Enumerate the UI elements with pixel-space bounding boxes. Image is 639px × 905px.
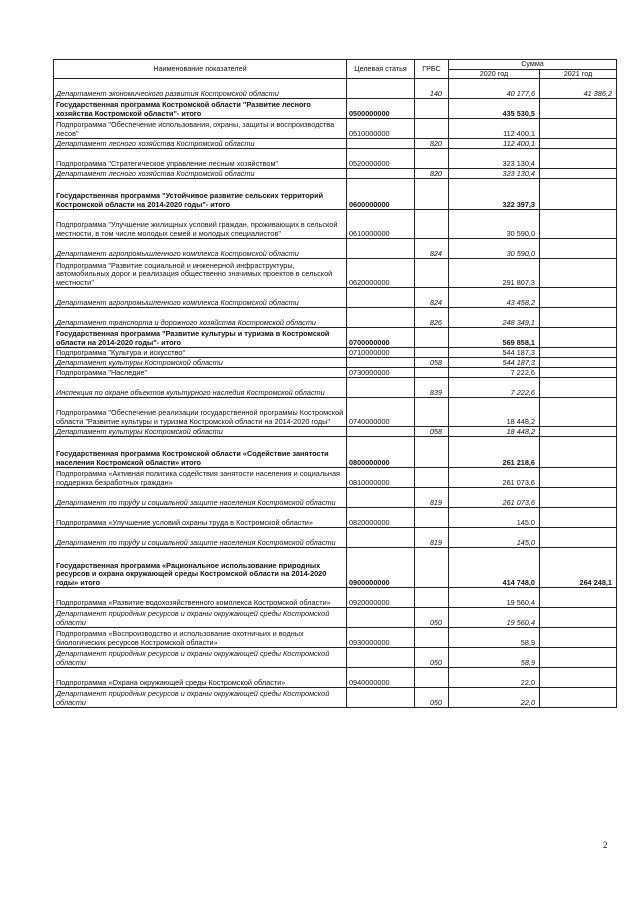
row-name: Государственная программа "Устойчивое развитие сельских территорий Костромской области на 2014-2020 годы"- итого xyxy=(54,179,347,210)
row-code: 0520000000 xyxy=(347,149,415,169)
table-row xyxy=(54,328,617,348)
row-code: 0920000000 xyxy=(347,588,415,608)
page-number: 2 xyxy=(603,840,608,850)
table-row xyxy=(54,79,617,99)
row-code xyxy=(347,427,415,437)
row-sum-2021: 41 386,2 xyxy=(540,79,617,99)
table-row xyxy=(54,378,617,398)
table-row xyxy=(54,528,617,548)
row-code xyxy=(347,308,415,328)
table-row xyxy=(54,688,617,708)
row-name: Подпрограмма "Развитие социальной и инженерной инфраструктуры, автомобильных дорог и реализация общественно значимых проектов в сельской местности" xyxy=(54,259,347,288)
table-row xyxy=(54,608,617,628)
table-row xyxy=(54,668,617,688)
row-name: Департамент лесного хозяйства Костромской области xyxy=(54,139,347,149)
row-name: Департамент по труду и социальной защите населения Костромской области xyxy=(54,488,347,508)
row-name: Подпрограмма «Улучшение условий охраны труда в Костромской области» xyxy=(54,508,347,528)
row-sum-2020: 19 560,4 xyxy=(449,588,540,608)
row-sum-2021 xyxy=(540,358,617,368)
row-sum-2020: 7 222,6 xyxy=(449,368,540,378)
row-sum-2021 xyxy=(540,348,617,358)
table-row xyxy=(54,288,617,308)
row-sum-2020: 435 530,5 xyxy=(449,99,540,119)
header-2020: 2020 год xyxy=(449,69,540,79)
row-sum-2020: 322 397,3 xyxy=(449,179,540,210)
row-sum-2020: 112 400,1 xyxy=(449,119,540,139)
row-name: Департамент агропромышленного комплекса Костромской области xyxy=(54,239,347,259)
row-grbs xyxy=(415,628,449,648)
table-row xyxy=(54,169,617,179)
header-sum: Сумма xyxy=(449,60,617,70)
row-code: 0600000000 xyxy=(347,179,415,210)
row-sum-2021 xyxy=(540,239,617,259)
table-row xyxy=(54,210,617,239)
row-grbs xyxy=(415,548,449,588)
row-grbs: 820 xyxy=(415,169,449,179)
row-grbs xyxy=(415,179,449,210)
row-grbs: 824 xyxy=(415,239,449,259)
row-code: 0940000000 xyxy=(347,668,415,688)
row-grbs: 819 xyxy=(415,528,449,548)
row-sum-2020: 30 590,0 xyxy=(449,210,540,239)
table-row xyxy=(54,628,617,648)
table-row xyxy=(54,508,617,528)
row-sum-2020: 291 807,3 xyxy=(449,259,540,288)
row-grbs: 839 xyxy=(415,378,449,398)
row-code: 0730000000 xyxy=(347,368,415,378)
row-sum-2021 xyxy=(540,328,617,348)
row-sum-2021 xyxy=(540,398,617,427)
row-name: Подпрограмма "Стратегическое управление лесным хозяйством" xyxy=(54,149,347,169)
budget-sheet xyxy=(53,59,617,708)
row-sum-2020: 414 748,0 xyxy=(449,548,540,588)
row-code: 0810000000 xyxy=(347,468,415,488)
row-sum-2020: 323 130,4 xyxy=(449,149,540,169)
row-code: 0710000000 xyxy=(347,348,415,358)
row-sum-2021 xyxy=(540,169,617,179)
row-code xyxy=(347,648,415,668)
row-sum-2021 xyxy=(540,210,617,239)
row-name: Государственная программа Костромской области "Развитие лесного хозяйства Костромской области"- итого xyxy=(54,99,347,119)
row-grbs xyxy=(415,119,449,139)
table-row xyxy=(54,468,617,488)
table-row xyxy=(54,149,617,169)
table-row xyxy=(54,548,617,588)
row-grbs xyxy=(415,149,449,169)
row-grbs: 050 xyxy=(415,648,449,668)
table-row xyxy=(54,368,617,378)
row-sum-2021 xyxy=(540,608,617,628)
row-code: 0700000000 xyxy=(347,328,415,348)
row-grbs xyxy=(415,259,449,288)
row-name: Подпрограмма "Культура и искусство" xyxy=(54,348,347,358)
row-sum-2020: 261 073,6 xyxy=(449,468,540,488)
row-sum-2021: 264 248,1 xyxy=(540,548,617,588)
row-sum-2021 xyxy=(540,628,617,648)
row-sum-2021 xyxy=(540,179,617,210)
row-grbs: 826 xyxy=(415,308,449,328)
row-sum-2021 xyxy=(540,427,617,437)
row-code xyxy=(347,288,415,308)
row-name: Подпрограмма "Обеспечение использования, охраны, защиты и воспроизводства лесов" xyxy=(54,119,347,139)
row-sum-2020: 22,0 xyxy=(449,688,540,708)
row-sum-2020: 18 448,2 xyxy=(449,427,540,437)
row-grbs: 058 xyxy=(415,427,449,437)
row-name: Инспекция по охране объектов культурного наследия Костромской области xyxy=(54,378,347,398)
row-sum-2020: 18 448,2 xyxy=(449,398,540,427)
row-code xyxy=(347,169,415,179)
row-name: Государственная программа «Рациональное использование природных ресурсов и охрана окружающей среды Костромской области на 2014-2020 годы» итого xyxy=(54,548,347,588)
table-row xyxy=(54,648,617,668)
row-code xyxy=(347,358,415,368)
row-name: Подпрограмма "Обеспечение реализации государственной программы Костромской области "Развитие культуры и туризма Костромской области на 2014-2020 годы" xyxy=(54,398,347,427)
row-grbs xyxy=(415,437,449,468)
table-row xyxy=(54,308,617,328)
row-sum-2021 xyxy=(540,99,617,119)
row-sum-2021 xyxy=(540,308,617,328)
row-name: Департамент по труду и социальной защите населения Костромской области xyxy=(54,528,347,548)
row-name: Подпрограмма «Воспроизводство и использование охотничьих и водных биологических ресурсов Костромской области» xyxy=(54,628,347,648)
row-sum-2020: 22,0 xyxy=(449,668,540,688)
row-name: Государственная программа Костромской области «Содействие занятости населения Костромской области» итого xyxy=(54,437,347,468)
row-sum-2021 xyxy=(540,508,617,528)
row-grbs: 819 xyxy=(415,488,449,508)
row-grbs: 824 xyxy=(415,288,449,308)
header-2021: 2021 год xyxy=(540,69,617,79)
row-sum-2020: 248 349,1 xyxy=(449,308,540,328)
row-grbs xyxy=(415,99,449,119)
row-sum-2020: 112 400,1 xyxy=(449,139,540,149)
table-row xyxy=(54,179,617,210)
table-row xyxy=(54,437,617,468)
row-sum-2021 xyxy=(540,668,617,688)
row-code: 0900000000 xyxy=(347,548,415,588)
table-row xyxy=(54,348,617,358)
row-sum-2020: 145,0 xyxy=(449,508,540,528)
row-sum-2020: 43 458,2 xyxy=(449,288,540,308)
row-code xyxy=(347,139,415,149)
table-row xyxy=(54,427,617,437)
header-name: Наименование показателей xyxy=(54,60,347,79)
row-name: Подпрограмма "Улучшение жилищных условий граждан, проживающих в сельской местности, в том числе молодых семей и молодых специалистов" xyxy=(54,210,347,239)
row-grbs: 140 xyxy=(415,79,449,99)
row-code xyxy=(347,688,415,708)
row-sum-2020: 30 590,0 xyxy=(449,239,540,259)
table-row xyxy=(54,99,617,119)
row-code xyxy=(347,528,415,548)
row-sum-2021 xyxy=(540,648,617,668)
header-code: Целевая статья xyxy=(347,60,415,79)
row-code xyxy=(347,488,415,508)
row-sum-2021 xyxy=(540,588,617,608)
row-name: Департамент агропромышленного комплекса Костромской области xyxy=(54,288,347,308)
budget-table xyxy=(53,59,617,708)
table-row xyxy=(54,119,617,139)
row-grbs xyxy=(415,468,449,488)
row-code: 0740000000 xyxy=(347,398,415,427)
row-code xyxy=(347,378,415,398)
row-sum-2021 xyxy=(540,437,617,468)
row-grbs xyxy=(415,328,449,348)
row-name: Подпрограмма «Развитие водохозяйственного комплекса Костромской области» xyxy=(54,588,347,608)
row-sum-2021 xyxy=(540,378,617,398)
row-sum-2021 xyxy=(540,259,617,288)
row-grbs xyxy=(415,368,449,378)
row-grbs: 820 xyxy=(415,139,449,149)
row-code: 0930000000 xyxy=(347,628,415,648)
row-sum-2021 xyxy=(540,528,617,548)
row-sum-2020: 7 222,6 xyxy=(449,378,540,398)
row-code xyxy=(347,79,415,99)
row-name: Департамент культуры Костромской области xyxy=(54,358,347,368)
row-grbs: 050 xyxy=(415,688,449,708)
row-sum-2020: 58,9 xyxy=(449,628,540,648)
header-grbs: ГРБС xyxy=(415,60,449,79)
row-grbs xyxy=(415,398,449,427)
table-row xyxy=(54,239,617,259)
row-code: 0510000000 xyxy=(347,119,415,139)
row-grbs xyxy=(415,348,449,358)
row-sum-2020: 544 187,3 xyxy=(449,358,540,368)
table-row xyxy=(54,588,617,608)
row-sum-2020: 261 218,6 xyxy=(449,437,540,468)
table-row xyxy=(54,139,617,149)
row-sum-2021 xyxy=(540,149,617,169)
row-sum-2020: 261 073,6 xyxy=(449,488,540,508)
row-sum-2020: 19 560,4 xyxy=(449,608,540,628)
row-name: Департамент транспорта и дорожного хозяйства Костромской области xyxy=(54,308,347,328)
row-sum-2021 xyxy=(540,288,617,308)
row-grbs xyxy=(415,668,449,688)
row-sum-2020: 569 858,1 xyxy=(449,328,540,348)
row-grbs: 058 xyxy=(415,358,449,368)
row-sum-2021 xyxy=(540,119,617,139)
table-row xyxy=(54,398,617,427)
row-code: 0820000000 xyxy=(347,508,415,528)
row-name: Государственная программа "Развитие культуры и туризма в Костромской области на 2014-2020 годы"- итого xyxy=(54,328,347,348)
row-sum-2021 xyxy=(540,688,617,708)
table-row xyxy=(54,358,617,368)
row-sum-2021 xyxy=(540,468,617,488)
row-name: Подпрограмма «Активная политика содействия занятости населения и социальная поддержка безработных граждан» xyxy=(54,468,347,488)
row-sum-2021 xyxy=(540,139,617,149)
row-code: 0800000000 xyxy=(347,437,415,468)
row-grbs xyxy=(415,508,449,528)
row-code: 0500000000 xyxy=(347,99,415,119)
table-row xyxy=(54,488,617,508)
row-sum-2020: 58,9 xyxy=(449,648,540,668)
row-name: Департамент природных ресурсов и охраны окружающей среды Костромской области xyxy=(54,648,347,668)
row-name: Подпрограмма «Охрана окружающей среды Костромской области» xyxy=(54,668,347,688)
row-code xyxy=(347,608,415,628)
row-grbs xyxy=(415,210,449,239)
row-name: Департамент природных ресурсов и охраны окружающей среды Костромской области xyxy=(54,608,347,628)
row-name: Департамент природных ресурсов и охраны окружающей среды Костромской области xyxy=(54,688,347,708)
row-grbs: 050 xyxy=(415,608,449,628)
row-code: 0620000000 xyxy=(347,259,415,288)
row-name: Департамент экономического развития Костромской области xyxy=(54,79,347,99)
row-code: 0610000000 xyxy=(347,210,415,239)
table-row xyxy=(54,259,617,288)
row-name: Департамент культуры Костромской области xyxy=(54,427,347,437)
row-name: Департамент лесного хозяйства Костромской области xyxy=(54,169,347,179)
row-grbs xyxy=(415,588,449,608)
row-sum-2020: 40 177,6 xyxy=(449,79,540,99)
row-sum-2021 xyxy=(540,368,617,378)
row-sum-2021 xyxy=(540,488,617,508)
row-sum-2020: 323 130,4 xyxy=(449,169,540,179)
row-sum-2020: 145,0 xyxy=(449,528,540,548)
row-name: Подпрограмма "Наследие" xyxy=(54,368,347,378)
row-sum-2020: 544 187,3 xyxy=(449,348,540,358)
row-code xyxy=(347,239,415,259)
